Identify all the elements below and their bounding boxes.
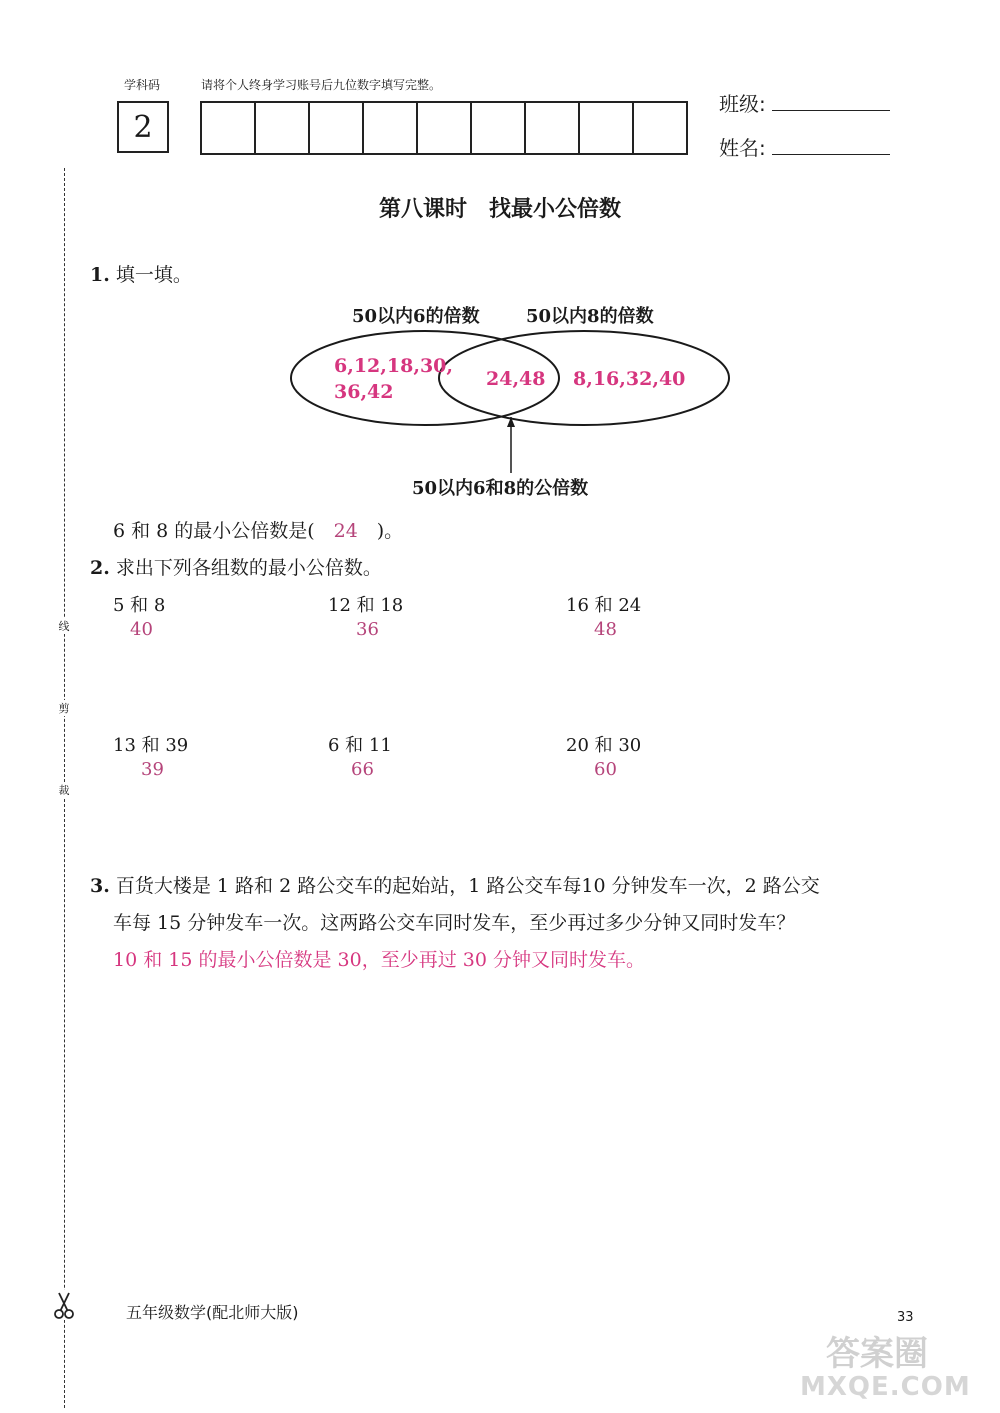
q2-number: 2.: [90, 557, 110, 579]
cut-char-trim: 裁: [56, 782, 72, 798]
watermark-url: MXQE.COM: [800, 1372, 971, 1402]
class-field[interactable]: [772, 110, 890, 111]
digit-cell[interactable]: [202, 103, 256, 153]
digit-cell[interactable]: [634, 103, 686, 153]
venn-bottom-label: 50以内6和8的公倍数: [412, 478, 589, 499]
q1-lcm-prefix: 6 和 8 的最小公倍数是(: [113, 520, 315, 542]
account-digit-boxes[interactable]: [200, 101, 688, 155]
digit-cell[interactable]: [310, 103, 364, 153]
q2-pair-3: 16 和 24: [566, 595, 642, 616]
class-label: 班级:: [719, 92, 766, 116]
q2-answer-4: 39: [141, 759, 164, 780]
venn-left-label: 50以内6的倍数: [352, 306, 480, 327]
q3-number: 3.: [90, 875, 110, 897]
q2-pair-2: 12 和 18: [328, 595, 404, 616]
q1-lcm-answer: 24: [333, 520, 358, 542]
venn-left-values-line2: 36,42: [334, 381, 394, 403]
q3-answer: 10 和 15 的最小公倍数是 30，至少再过 30 分钟又同时发车。: [113, 949, 645, 971]
q1-lcm-suffix: )。: [376, 520, 404, 542]
subject-code-label: 学科码: [124, 78, 161, 92]
page-title: 第八课时 找最小公倍数: [378, 197, 621, 222]
digit-cell[interactable]: [472, 103, 526, 153]
q3-text-line1: 百货大楼是 1 路和 2 路公交车的起始站，1 路公交车每10 分钟发车一次，2 路公交: [115, 875, 820, 897]
q2-pair-1: 5 和 8: [113, 595, 166, 616]
digit-cell[interactable]: [418, 103, 472, 153]
digit-cell[interactable]: [364, 103, 418, 153]
q2-prompt: 求出下列各组数的最小公倍数。: [115, 557, 382, 579]
scissors-icon: [52, 1290, 76, 1320]
cut-char-line: 线: [56, 618, 72, 634]
q2-answer-6: 60: [594, 759, 617, 780]
venn-right-values: 8,16,32,40: [573, 368, 686, 390]
q1-prompt: 填一填。: [115, 264, 192, 286]
venn-right-label: 50以内8的倍数: [526, 306, 654, 327]
digit-cell[interactable]: [580, 103, 634, 153]
q2-heading: [90, 553, 382, 580]
q1-heading: [90, 260, 192, 287]
page-number: 33: [897, 1310, 914, 1325]
q2-answer-3: 48: [594, 619, 617, 640]
name-field[interactable]: [772, 154, 890, 155]
venn-left-values-line1: 6,12,18,30,: [334, 355, 454, 377]
q2-answer-5: 66: [351, 759, 374, 780]
venn-middle-values: 24,48: [486, 368, 546, 390]
account-instruction: 请将个人终身学习账号后九位数字填写完整。: [201, 78, 442, 92]
q2-pair-4: 13 和 39: [113, 735, 189, 756]
subject-code-box: 2: [117, 101, 169, 153]
q3-text-line2: 车每 15 分钟发车一次。这两路公交车同时发车，至少再过多少分钟又同时发车？: [113, 912, 796, 934]
q2-answer-2: 36: [356, 619, 379, 640]
q1-number: 1.: [90, 264, 110, 286]
name-label: 姓名:: [719, 136, 766, 160]
digit-cell[interactable]: [526, 103, 580, 153]
digit-cell[interactable]: [256, 103, 310, 153]
footer-book-title: 五年级数学(配北师大版): [126, 1303, 299, 1322]
watermark-logo: 答案圈: [826, 1334, 928, 1374]
q3-line-1: [90, 871, 920, 898]
q2-pair-6: 20 和 30: [566, 735, 642, 756]
q2-pair-5: 6 和 11: [328, 735, 392, 756]
q1-lcm-line: [113, 516, 403, 543]
q2-answer-1: 40: [130, 619, 153, 640]
cut-char-cut: 剪: [56, 700, 72, 716]
